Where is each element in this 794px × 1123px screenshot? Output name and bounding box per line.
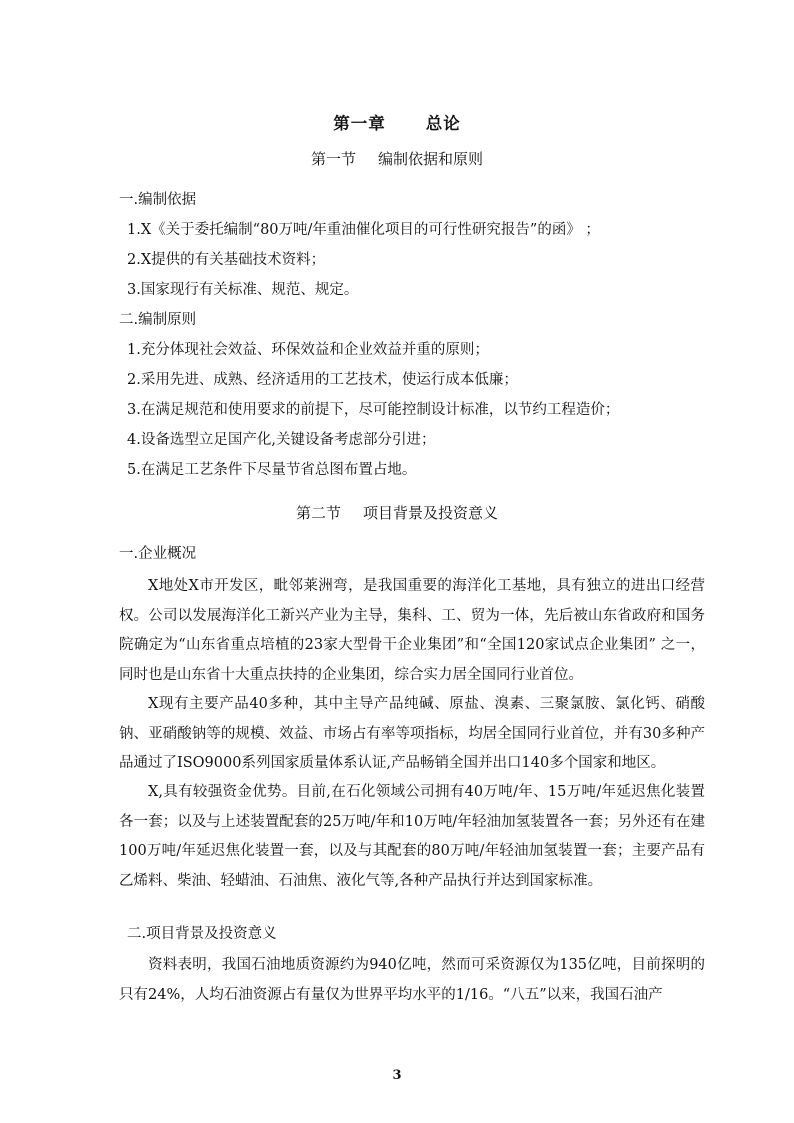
section-1-number: 第一节 [310, 150, 356, 168]
basis-item-2: 2.X提供的有关基础技术资料； [127, 252, 326, 268]
overview-paragraph-1: X地处X市开发区，毗邻莱洲弯，是我国重要的海洋化工基地，具有独立的进出口经营权。公司以发展海洋化工新兴产业为主导，集科、工、贸为一体，先后被山东省政府和国务院确定为“山东省重点培植的23家大型骨干企业集团”和“全国120家试点企业集团” 之一，同时也是山东省十大重点扶持的企业集团，综合实力居全国同行业首位。 [119, 578, 705, 683]
overview-paragraph-3: X,具有较强资金优势。目前,在石化领域公司拥有40万吨/年、15万吨/年延迟焦化装置各一套；以及与上述装置配套的25万吨/年和10万吨/年轻油加氢装置各一套；另外还有在建100万吨/年延迟焦化装置一套，以及与其配套的80万吨/年轻油加氢装置一套；主要产品有乙烯料、柴油、轻蜡油、石油焦、液化气等,各种产品执行并达到国家标准。 [119, 784, 705, 889]
section-2-number: 第二节 [295, 504, 341, 522]
background-paragraph: 资料表明，我国石油地质资源约为940亿吨，然而可采资源仅为135亿吨，目前探明的只有24%，人均石油资源占有量仅为世界平均水平的1/16。“八五”以来，我国石油产 [119, 957, 705, 1003]
principle-item-4: 4.设备选型立足国产化,关键设备考虑部分引进； [127, 432, 436, 448]
chapter-heading [0, 110, 794, 134]
section-2-heading [0, 502, 794, 523]
basis-item-3: 3.国家现行有关标准、规范、规定。 [127, 282, 359, 298]
chapter-number: 第一章 [333, 114, 386, 133]
principle-item-5: 5.在满足工艺条件下尽量节省总图布置占地。 [127, 462, 417, 478]
principle-item-2: 2.采用先进、成熟、经济适用的工艺技术，使运行成本低廉； [127, 372, 518, 388]
overview-paragraph-2: X现有主要产品40多种，其中主导产品纯碱、原盐、溴素、三聚氯胺、氯化钙、硝酸钠、亚硝酸钠等的规模、效益、市场占有率等项指标，均居全国同行业首位，并有30多种产品通过了ISO9000系列国家质量体系认证,产品畅销全国并出口140多个国家和地区。 [119, 696, 705, 771]
overview-heading: 一.企业概况 [119, 546, 197, 562]
section-2-title: 项目背景及投资意义 [363, 504, 499, 522]
chapter-title: 总论 [425, 114, 461, 133]
basis-heading: 一.编制依据 [119, 192, 197, 208]
principle-item-1: 1.充分体现社会效益、环保效益和企业效益并重的原则； [127, 342, 489, 358]
section-1-heading [0, 148, 794, 169]
principle-item-3: 3.在满足规范和使用要求的前提下，尽可能控制设计标准，以节约工程造价； [127, 402, 620, 418]
basis-item-1: 1.X《关于委托编制“80万吨/年重油催化项目的可行性研究报告”的函》 ； [127, 222, 600, 238]
section-1-title: 编制依据和原则 [378, 150, 484, 168]
principle-heading: 二.编制原则 [119, 312, 197, 328]
page-number: 3 [392, 1068, 402, 1083]
background-heading: 二.项目背景及投资意义 [127, 926, 277, 942]
